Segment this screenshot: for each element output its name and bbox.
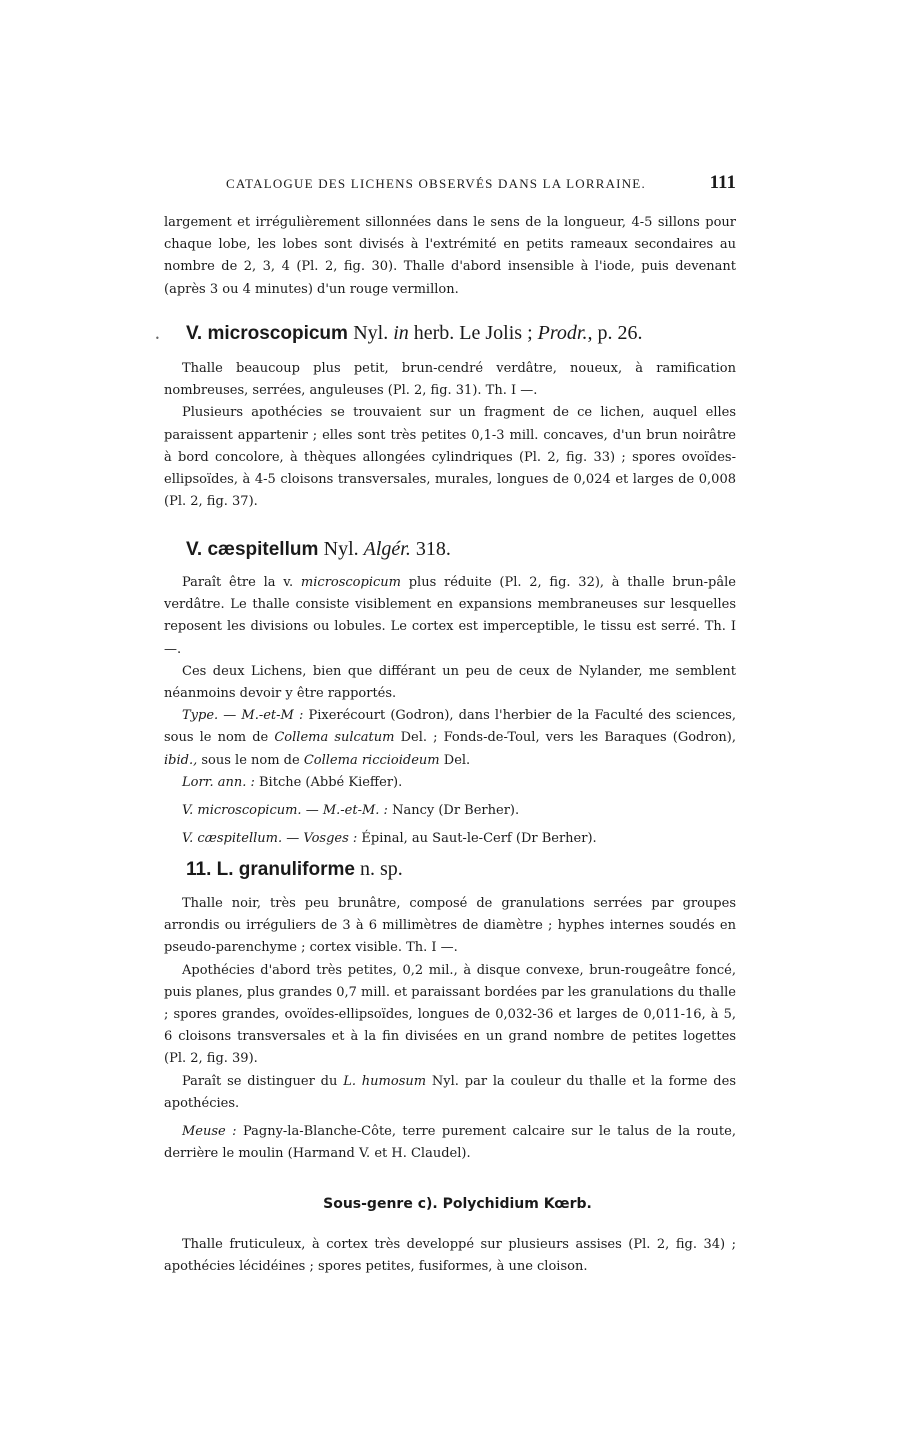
section-heading-microscopicum: V. microscopicum Nyl. in herb. Le Jolis ; Prodr., p. 26. xyxy=(186,322,643,344)
type-locality: Type. — M.-et-M : Pixerécourt (Godron), dans l'herbier de la Faculté des sciences, sous le nom de Collema sulcatum Del. ; Fonds-de-Toul, vers les Baraques (Godron), ibid., sous le nom de Collema riccioideum Del. xyxy=(164,708,736,768)
locality: Meuse : Pagny-la-Blanche-Côte, terre purement calcaire sur le talus de la route, derrière le moulin (Harmand V. et H. Claudel). xyxy=(164,1124,736,1162)
margin-mark: • xyxy=(155,334,160,343)
variety-locality: V. microscopicum. — M.-et-M. : Nancy (Dr Berher). xyxy=(182,803,520,819)
section-heading-caespitellum: V. cæspitellum Nyl. Algér. 318. xyxy=(186,538,451,560)
paragraph: Paraît être la v. microscopicum plus réduite (Pl. 2, fig. 32), à thalle brun-pâle verdâtre. Le thalle consiste visiblement en expansions membraneuses sur lesquelles reposent les divisions ou lobules. Le cortex est imperceptible, le tissu est serré. Th. I —. xyxy=(164,575,736,657)
paragraph: Thalle noir, très peu brunâtre, composé de granulations serrées par groupes arrondis ou irréguliers de 3 à 6 millimètres de diamètre ; hyphes internes soudés en pseudo-parenchyme ; cortex visible. Th. I —. xyxy=(164,896,736,956)
intro-text: largement et irrégulièrement sillonnées dans le sens de la longueur, 4-5 sillons pour chaque lobe, les lobes sont divisés à l'extrémité en petits rameaux secondaires au nombre de 2, 3, 4 (Pl. 2, fig. 30). Thalle d'abord insensible à l'iode, puis devenant (après 3 ou 4 minutes) d'un rouge vermillon. xyxy=(164,215,736,297)
paragraph: Plusieurs apothécies se trouvaient sur un fragment de ce lichen, auquel elles paraissent appartenir ; elles sont très petites 0,1-3 mill. concaves, d'un brun noirâtre à bord concolore, à thèques allongées cylindriques (Pl. 2, fig. 33) ; spores ovoïdes-ellipsoïdes, à 4-5 cloisons transversales, murales, longues de 0,024 et larges de 0,008 (Pl. 2, fig. 37). xyxy=(164,405,736,510)
section-body-caespitellum xyxy=(164,572,736,850)
paragraph: Apothécies d'abord très petites, 0,2 mil., à disque convexe, brun-rougeâtre foncé, puis planes, plus grandes 0,7 mill. et paraissant bordées par les granulations du thalle ; spores grandes, ovoïdes-ellipsoïdes, longues de 0,032-36 et larges de 0,011-16, à 5, 6 cloisons transversales et à la fin divisées en un grand nombre de petites logettes (Pl. 2, fig. 39). xyxy=(164,962,736,1067)
subgenus-body xyxy=(164,1234,736,1278)
paragraph: Ces deux Lichens, bien que différant un peu de ceux de Nylander, me semblent néanmoins devoir y être rapportés. xyxy=(164,663,736,702)
section-body-microscopicum xyxy=(164,358,736,513)
paragraph: Thalle beaucoup plus petit, brun-cendré verdâtre, noueux, à ramification nombreuses, serrées, anguleuses (Pl. 2, fig. 31). Th. I —. xyxy=(164,361,736,399)
section-heading-granuliforme: 11. L. granuliforme n. sp. xyxy=(186,858,403,880)
variety-locality: V. cæspitellum. — Vosges : Épinal, au Saut-le-Cerf (Dr Berher). xyxy=(182,831,597,847)
lorraine-annexe-locality: Lorr. ann. : Bitche (Abbé Kieffer). xyxy=(182,774,403,790)
running-title: CATALOGUE DES LICHENS OBSERVÉS DANS LA LORRAINE. xyxy=(226,176,646,191)
running-header xyxy=(226,172,736,193)
section-body-granuliforme xyxy=(164,893,736,1165)
paragraph: Paraît se distinguer du L. humosum Nyl. par la couleur du thalle et la forme des apothécies. xyxy=(164,1073,736,1111)
intro-paragraph xyxy=(164,212,736,301)
subgenus-heading: Sous-genre c). Polychidium Kœrb. xyxy=(323,1196,592,1212)
page-number: 111 xyxy=(709,172,736,193)
paragraph: Thalle fruticuleux, à cortex très developpé sur plusieurs assises (Pl. 2, fig. 34) ; apothécies lécidéines ; spores petites, fusiformes, à une cloison. xyxy=(164,1237,736,1275)
